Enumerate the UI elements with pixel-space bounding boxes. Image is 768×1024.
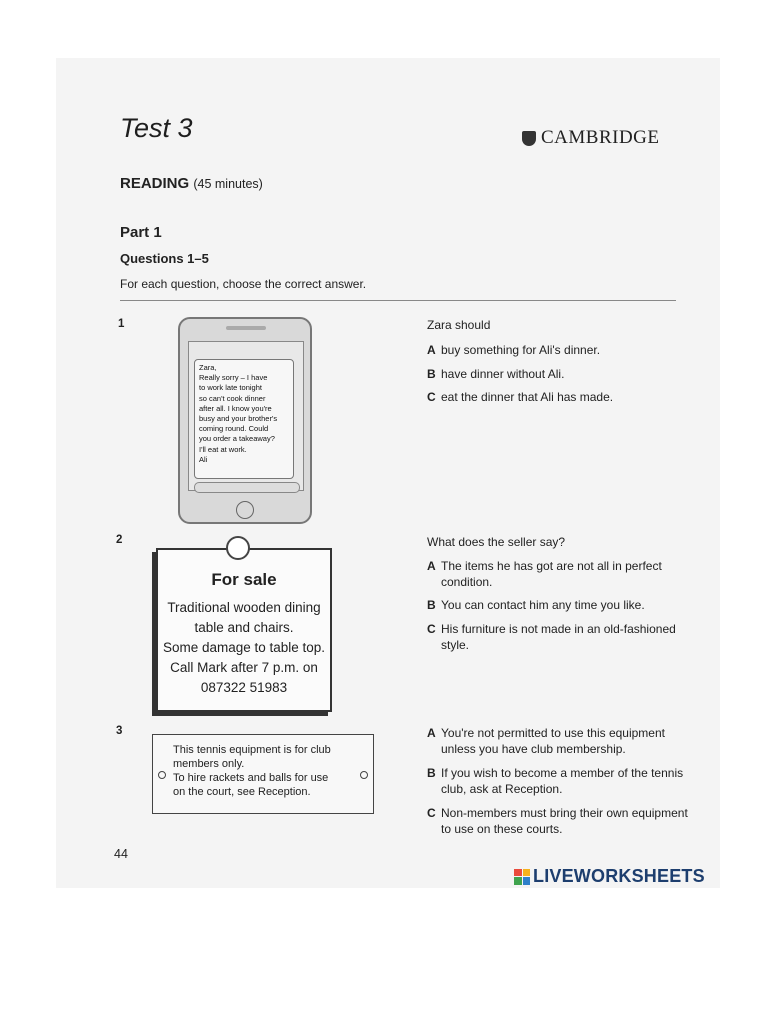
option-letter: C (427, 622, 436, 636)
option-letter: B (427, 598, 436, 612)
cambridge-logo (522, 127, 660, 149)
shield-icon (522, 131, 536, 146)
instructions: For each question, choose the correct answer. (120, 277, 367, 291)
questions-range: Questions 1–5 (120, 251, 209, 266)
option-text: have dinner without Ali. (441, 367, 565, 381)
option-text: Non-members must bring their own equipment to use on these courts. (441, 806, 688, 836)
test-title: Test 3 (120, 113, 193, 143)
liveworksheets-logo (514, 866, 705, 887)
watermark-text: LIVEWORKSHEETS (533, 866, 705, 886)
part-title: Part 1 (120, 224, 162, 241)
question-number: 1 (118, 318, 125, 330)
phone-illustration (178, 317, 312, 524)
text-message: Zara, Really sorry – I have to work late tonight so can't cook dinner after all. I know you're busy and your brother's coming round. Could you order a takeaway? I'll eat at work. Ali (194, 359, 294, 479)
answer-option[interactable] (427, 389, 697, 405)
for-sale-notice (156, 548, 332, 712)
screw-icon (360, 771, 368, 779)
section-duration: (45 minutes) (193, 177, 263, 191)
message-input-bar (194, 482, 300, 493)
answer-option[interactable] (427, 725, 697, 757)
option-letter: B (427, 367, 436, 381)
liveworksheets-icon (514, 869, 530, 885)
option-text: The items he has got are not all in perfect condition. (441, 559, 662, 589)
option-text: You can contact him any time you like. (441, 598, 645, 612)
publisher-name: CAMBRIDGE (541, 127, 660, 148)
option-letter: B (427, 766, 436, 780)
option-letter: C (427, 806, 436, 820)
phone-speaker (226, 326, 266, 330)
question-stem: What does the seller say? (427, 535, 566, 549)
answer-option[interactable] (427, 621, 697, 653)
screw-icon (158, 771, 166, 779)
answer-option[interactable] (427, 558, 697, 590)
option-letter: C (427, 390, 436, 404)
notice-body: Traditional wooden dining table and chairs. Some damage to table top. Call Mark after 7 p.m. on 087322 51983 (162, 600, 326, 695)
answer-option[interactable] (427, 342, 697, 358)
answer-option[interactable] (427, 597, 697, 613)
option-text: If you wish to become a member of the tennis club, ask at Reception. (441, 766, 684, 796)
divider (120, 300, 676, 301)
section-title: READING (120, 175, 190, 192)
option-text: buy something for Ali's dinner. (441, 343, 601, 357)
option-letter: A (427, 726, 436, 740)
notice-heading: For sale (211, 570, 277, 589)
option-letter: A (427, 559, 436, 573)
option-text: eat the dinner that Ali has made. (441, 390, 614, 404)
option-letter: A (427, 343, 436, 357)
tennis-sign (152, 734, 374, 814)
answer-option[interactable] (427, 366, 697, 382)
answer-option[interactable] (427, 805, 697, 837)
home-button-icon (236, 501, 254, 519)
pin-icon (226, 536, 250, 560)
sign-text: This tennis equipment is for club members only. To hire rackets and balls for use on the court, see Reception. (173, 744, 331, 798)
question-number: 2 (116, 534, 123, 546)
option-text: You're not permitted to use this equipment unless you have club membership. (441, 726, 665, 756)
section-heading (120, 175, 263, 192)
answer-option[interactable] (427, 765, 697, 797)
page-number: 44 (114, 847, 128, 861)
question-stem: Zara should (427, 318, 491, 332)
option-text: His furniture is not made in an old-fashioned style. (441, 622, 676, 652)
question-number: 3 (116, 725, 123, 737)
